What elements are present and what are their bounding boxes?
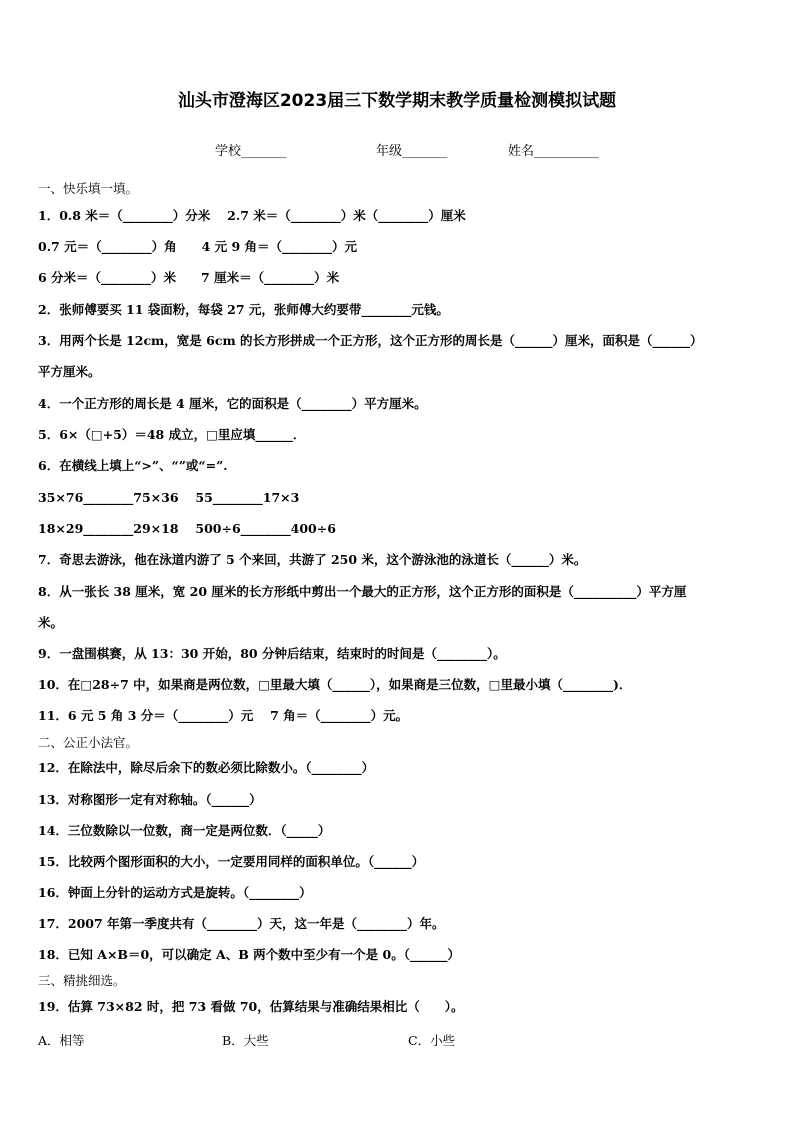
question-line: 11．6 元 5 角 3 分＝（________）元 7 角＝（________）元。 [38, 708, 409, 723]
question-line: 18×29________29×18 500÷6________400÷6 [38, 521, 336, 536]
page-title: 汕头市澄海区2023届三下数学期末教学质量检测模拟试题 [177, 91, 617, 111]
option-b: B．大些 [222, 1033, 269, 1048]
question-line: 平方厘米。 [38, 364, 101, 379]
question-line: 1．0.8 米＝（________）分米 2.7 米＝（________）米（________）厘米 [38, 208, 466, 223]
section-heading: 二、公正小法官。 [38, 735, 139, 750]
question-line: 14．三位数除以一位数，商一定是两位数．（_____） [38, 823, 331, 838]
section-heading: 三、精挑细选。 [38, 973, 126, 988]
question-line: 18．已知 A×B＝0，可以确定 A、B 两个数中至少有一个是 0。（______） [38, 947, 460, 962]
question-line: 6 分米＝（________）米 7 厘米＝（________）米 [38, 270, 340, 285]
question-line: 0.7 元＝（________）角 4 元 9 角＝（________）元 [38, 239, 358, 254]
question-line: 15．比较两个图形面积的大小，一定要用同样的面积单位。（______） [38, 854, 425, 869]
question-line: 9．一盘围棋赛，从 13：30 开始，80 分钟后结束，结束时的时间是（________）。 [38, 646, 506, 661]
question-line: 35×76________75×36 55________17×3 [38, 490, 300, 505]
option-a: A．相等 [38, 1033, 85, 1048]
question-line: 16．钟面上分针的运动方式是旋转。（________） [38, 885, 312, 900]
question-line: 17．2007 年第一季度共有（________）天，这一年是（________）年。 [38, 916, 445, 931]
school-field: 学校_______ [215, 144, 287, 159]
question-line: 10．在□28÷7 中，如果商是两位数，□里最大填（______），如果商是三位数，□里最小填（________)． [38, 677, 632, 692]
grade-field: 年级_______ [376, 144, 448, 159]
question-line: 8．从一张长 38 厘米，宽 20 厘米的长方形纸中剪出一个最大的正方形，这个正方形的面积是（__________）平方厘 [38, 584, 687, 599]
question-line: 19．估算 73×82 时，把 73 看做 70，估算结果与准确结果相比（ ）。 [38, 999, 464, 1014]
question-line: 4．一个正方形的周长是 4 厘米，它的面积是（________）平方厘米。 [38, 396, 427, 411]
question-line: 7．奇思去游泳，他在泳道内游了 5 个来回，共游了 250 米，这个游泳池的泳道长（______）米。 [38, 552, 587, 567]
section-heading: 一、快乐填一填。 [38, 181, 139, 196]
question-line: 3．用两个长是 12cm，宽是 6cm 的长方形拼成一个正方形，这个正方形的周长是（______）厘米，面积是（______） [38, 333, 703, 348]
question-line: 米。 [38, 615, 64, 630]
question-line: 2．张师傅要买 11 袋面粉，每袋 27 元，张师傅大约要带________元钱。 [38, 302, 449, 317]
question-line: 6．在横线上填上“>”、“”或“=”. [38, 458, 228, 473]
question-line: 13．对称图形一定有对称轴。（______） [38, 792, 262, 807]
question-line: 12．在除法中，除尽后余下的数必须比除数小。（________） [38, 760, 375, 775]
question-line: 5．6×（□+5）＝48 成立，□里应填______． [38, 427, 306, 442]
option-c: C．小些 [408, 1033, 456, 1048]
name-field: 姓名__________ [508, 144, 600, 159]
